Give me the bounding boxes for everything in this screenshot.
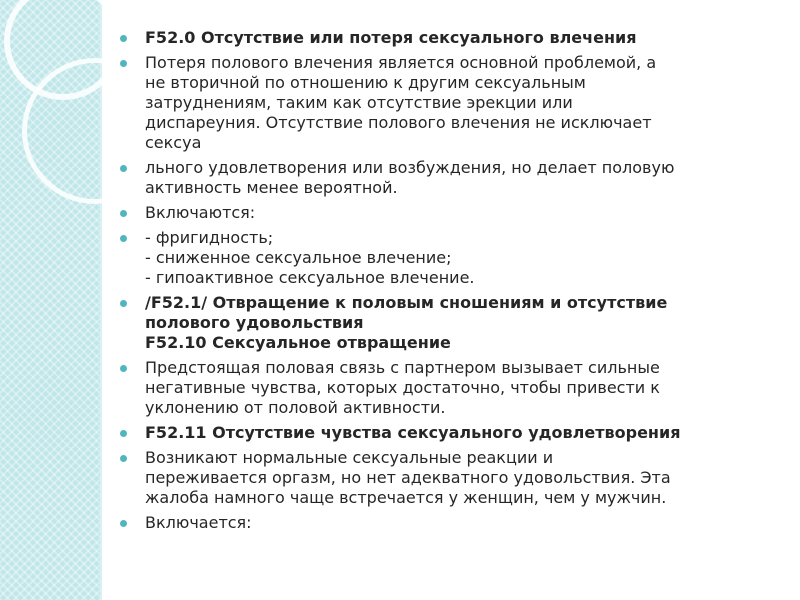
bullet-icon <box>120 165 127 172</box>
text-line: полового удовольствия <box>145 313 364 332</box>
text-line: активность менее вероятной. <box>145 178 398 197</box>
text-line: затруднениям, таким как отсутствие эрекции или <box>145 93 573 112</box>
bullet-icon <box>120 60 127 67</box>
text-line: не вторичной по отношению к другим сексуальным <box>145 73 586 92</box>
bullet-icon <box>120 300 127 307</box>
text-line: - гипоактивное сексуальное влечение. <box>145 268 475 287</box>
text-line: Включаются: <box>145 203 256 222</box>
bullet-icon <box>120 365 127 372</box>
text-line: диспареуния. Отсутствие полового влечения не исключает <box>145 113 652 132</box>
list-item <box>118 513 783 533</box>
text-line: негативные чувства, которых достаточно, чтобы привести к <box>145 378 660 397</box>
text-line: льного удовлетворения или возбуждения, но делает половую <box>145 158 675 177</box>
heading-item <box>118 293 783 353</box>
text-line: Предстоящая половая связь с партнером вызывает сильные <box>145 358 660 377</box>
bullet-icon <box>120 520 127 527</box>
list-item <box>118 158 783 198</box>
text-line: - сниженное сексуальное влечение; <box>145 248 452 267</box>
list-item <box>118 228 783 288</box>
text-line: F52.10 Сексуальное отвращение <box>145 333 451 352</box>
bullet-icon <box>120 35 127 42</box>
bullet-icon <box>120 430 127 437</box>
heading-item <box>118 423 783 443</box>
bullet-list <box>118 28 783 538</box>
list-item <box>118 358 783 418</box>
text-line: F52.0 Отсутствие или потеря сексуального влечения <box>145 28 637 47</box>
bullet-icon <box>120 455 127 462</box>
list-item <box>118 203 783 223</box>
list-item <box>118 448 783 508</box>
text-line: Возникают нормальные сексуальные реакции и <box>145 448 554 467</box>
text-line: Потеря полового влечения является основной проблемой, а <box>145 53 657 72</box>
heading-item <box>118 28 783 48</box>
text-line: уклонению от половой активности. <box>145 398 446 417</box>
text-line: /F52.1/ Отвращение к половым сношениям и отсутствие <box>145 293 668 312</box>
bullet-icon <box>120 235 127 242</box>
text-line: F52.11 Отсутствие чувства сексуального удовлетворения <box>145 423 681 442</box>
text-line: сексуа <box>145 133 202 152</box>
bullet-icon <box>120 210 127 217</box>
text-line: жалоба намного чаще встречается у женщин, чем у мужчин. <box>145 488 667 507</box>
list-item <box>118 53 783 153</box>
text-line: Включается: <box>145 513 252 532</box>
text-line: переживается оргазм, но нет адекватного удовольствия. Эта <box>145 468 671 487</box>
text-line: - фригидность; <box>145 228 274 247</box>
